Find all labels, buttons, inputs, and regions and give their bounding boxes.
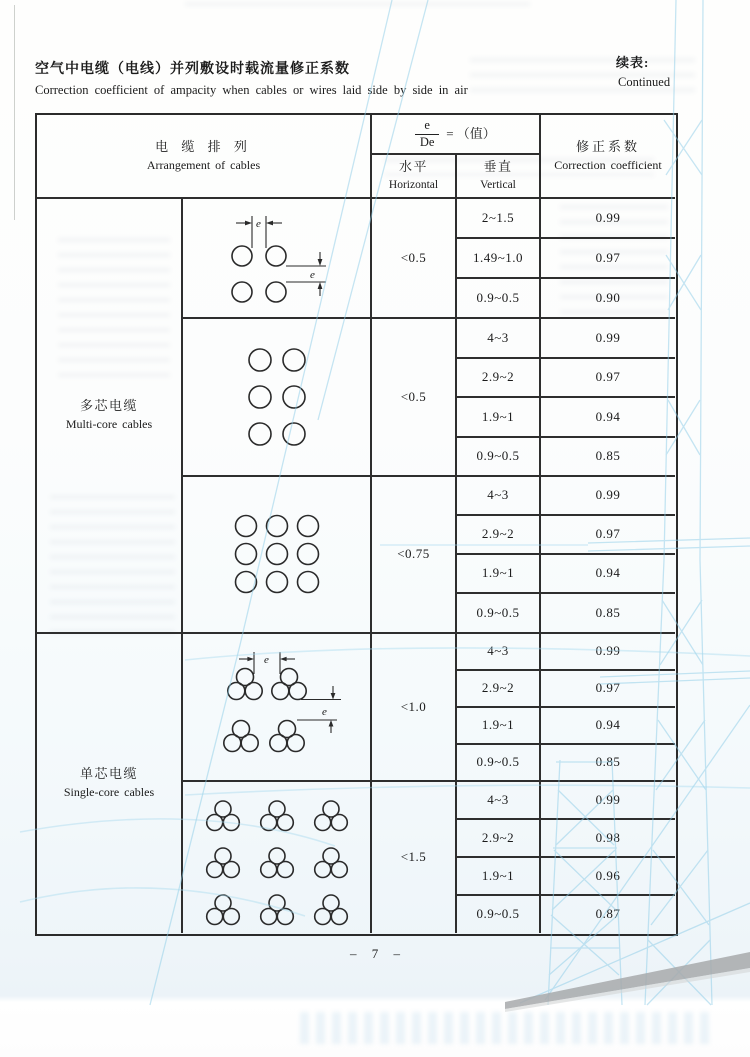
- vertical-value-cell: 2.9~2: [457, 516, 541, 555]
- dimension-label-e: e: [321, 706, 327, 718]
- header-arrangement-en: Arrangement of cables: [146, 157, 261, 172]
- dimension-label-e: e: [309, 269, 315, 281]
- vertical-value-cell: 2.9~2: [457, 359, 541, 398]
- header-arrangement-cn: 电 缆 排 列: [155, 138, 252, 154]
- page-number: – 7 –: [350, 946, 406, 961]
- diagram-cell-2x2-circles: [183, 199, 372, 319]
- vertical-value-cell: 1.9~1: [457, 555, 541, 594]
- vertical-value-cell: 0.9~0.5: [457, 594, 541, 634]
- header-horizontal-cn: 水平: [398, 159, 428, 175]
- coefficient-value-cell: 0.96: [541, 858, 675, 896]
- cable-arrangement-diagram-2x2: [202, 203, 352, 313]
- header-coefficient-cell: [541, 115, 675, 199]
- cable-arrangement-diagram-2x3: [221, 336, 333, 458]
- coefficient-value-cell: 0.99: [541, 634, 675, 671]
- multi-core-label-en: Multi-core cables: [65, 417, 153, 432]
- formula-numerator: e: [424, 118, 430, 133]
- horizontal-value-cell: <0.75: [372, 477, 457, 634]
- page-edge: [14, 5, 15, 220]
- coefficient-value-cell: 0.87: [595, 906, 621, 922]
- vertical-value-cell: 0.9~0.5: [457, 896, 541, 933]
- vertical-value-cell: 4~3: [457, 782, 541, 820]
- header-coefficient-cn: 修正系数: [575, 138, 640, 154]
- coefficient-value-cell: 0.99: [541, 782, 675, 820]
- vertical-value-cell: 4~3: [457, 634, 541, 671]
- vertical-value-cell: 1.9~1: [457, 398, 541, 438]
- correction-coefficient-table: [35, 113, 678, 936]
- vertical-value-cell: 2.9~2: [457, 820, 541, 858]
- vertical-value-cell: 1.49~1.0: [457, 239, 541, 279]
- coefficient-value-cell: 0.99: [541, 199, 675, 239]
- vertical-value-cell: 0.9~0.5: [457, 745, 541, 782]
- header-horizontal-en: Horizontal: [388, 179, 439, 192]
- coefficient-value-cell: 0.97: [541, 239, 675, 279]
- coefficient-value-cell: 0.85: [541, 438, 675, 477]
- multi-core-label-cn: 多芯电缆: [79, 398, 138, 414]
- header-vertical-en: Vertical: [480, 179, 516, 192]
- page-title-en: Correction coefficient of ampacity when cables or wires laid side by side in air: [35, 83, 468, 97]
- header-arrangement-cell: [37, 115, 372, 199]
- vertical-value-cell: 4~3: [457, 319, 541, 359]
- continued-note-cn: 续表:: [616, 55, 650, 70]
- header-coefficient-en: Correction coefficient: [554, 157, 662, 172]
- header-horizontal-cell: [372, 155, 457, 199]
- coefficient-value-cell: 0.94: [541, 555, 675, 594]
- vertical-value-cell: 1.9~1: [457, 858, 541, 896]
- coefficient-value-cell: 0.94: [541, 398, 675, 438]
- vertical-value-cell: 0.9~0.5: [457, 438, 541, 477]
- e-over-de-formula: [415, 119, 496, 148]
- coefficient-value-cell: 0.94: [541, 708, 675, 745]
- label-single-core-cables: [37, 634, 183, 933]
- coefficient-value-cell: 0.85: [541, 745, 675, 782]
- cable-arrangement-diagram-trefoil-2x2: [193, 648, 361, 766]
- horizontal-value-cell: <0.5: [372, 199, 457, 319]
- bleedthrough-ghost: [185, 2, 530, 17]
- horizontal-value-cell: <0.5: [372, 319, 457, 477]
- single-core-label-cn: 单芯电缆: [79, 766, 138, 782]
- coefficient-value-cell: 0.97: [541, 516, 675, 555]
- label-multi-core-cables: [37, 199, 183, 634]
- vertical-value-cell: 2.9~2: [457, 671, 541, 708]
- single-core-label-en: Single-core cables: [63, 785, 155, 800]
- diagram-cell-3x3-trefoils: [183, 782, 372, 933]
- coefficient-value-cell: 0.99: [541, 477, 675, 516]
- dimension-label-e: e: [255, 218, 261, 230]
- bleedthrough-ghost: [300, 1012, 710, 1044]
- coefficient-value-cell: 0.90: [541, 279, 675, 319]
- coefficient-value-cell: 0.99: [541, 319, 675, 359]
- page-title-cn: 空气中电缆（电线）并列敷设时载流量修正系数: [35, 62, 350, 77]
- dimension-label-e: e: [263, 654, 269, 666]
- coefficient-value-cell: 0.97: [541, 359, 675, 398]
- coefficient-value-cell: 0.85: [541, 594, 675, 634]
- coefficient-value-cell: 0.98: [541, 820, 675, 858]
- header-vertical-cn: 垂直: [483, 159, 513, 175]
- header-ratio-cell: [372, 115, 541, 155]
- horizontal-value-cell: <1.0: [372, 634, 457, 782]
- diagram-cell-2x3-circles: [183, 319, 372, 477]
- continued-note-en: Continued: [618, 75, 671, 90]
- vertical-value-cell: 2~1.5: [457, 199, 541, 239]
- coefficient-value-cell: 0.97: [541, 671, 675, 708]
- vertical-value-cell: 4~3: [457, 477, 541, 516]
- horizontal-value-cell: <1.5: [372, 782, 457, 933]
- formula-value-part: = （值）: [446, 125, 496, 141]
- vertical-value-cell: 1.9~1: [457, 708, 541, 745]
- cable-arrangement-diagram-3x3: [216, 505, 338, 605]
- cable-arrangement-diagram-trefoil-3x3: [187, 790, 367, 926]
- vertical-value-cell: 0.9~0.5: [457, 279, 541, 319]
- diagram-cell-3x3-circles: [183, 477, 372, 634]
- formula-denominator: De: [419, 134, 435, 149]
- header-vertical-cell: [457, 155, 541, 199]
- continued-note: [616, 53, 670, 93]
- diagram-cell-2x2-trefoils: [183, 634, 372, 782]
